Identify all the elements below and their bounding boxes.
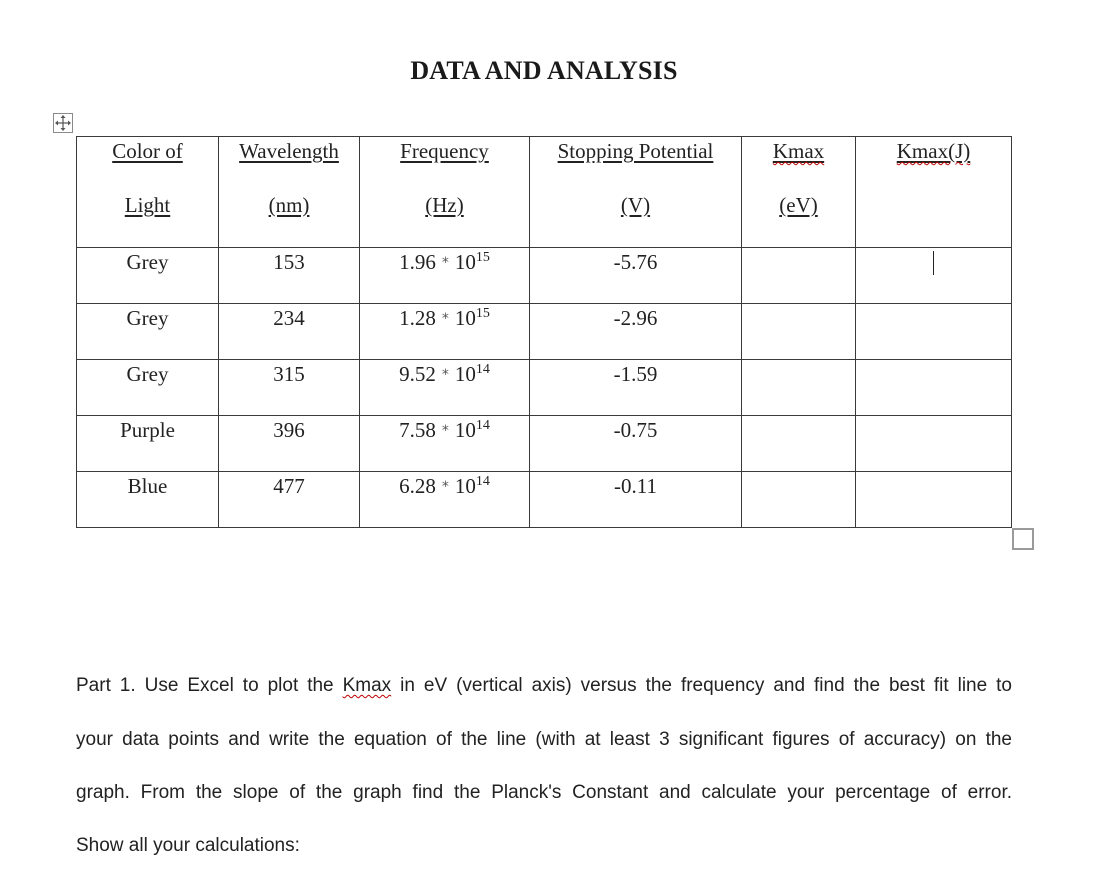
cell-stopping-potential[interactable] xyxy=(530,472,742,528)
cell-wavelength[interactable] xyxy=(219,248,360,304)
frequency-expression xyxy=(360,250,529,275)
cell-kmax-ev[interactable] xyxy=(742,472,856,528)
cell-kmax-ev[interactable] xyxy=(742,248,856,304)
frequency-exponent: 14 xyxy=(475,418,490,433)
resize-square-icon[interactable] xyxy=(1012,528,1034,550)
cell-frequency[interactable] xyxy=(360,416,530,472)
table-row xyxy=(77,416,1012,472)
frequency-base: 10 xyxy=(454,418,476,442)
frequency-base: 10 xyxy=(454,474,476,498)
move-arrows-icon[interactable] xyxy=(53,113,73,133)
cell-text: Grey xyxy=(126,306,169,330)
spellcheck-flag: Kmax xyxy=(342,675,392,696)
frequency-base: 10 xyxy=(454,250,476,274)
cell-wavelength[interactable] xyxy=(219,304,360,360)
cell-kmax-j[interactable] xyxy=(856,360,1012,416)
header-label: Frequency xyxy=(400,139,489,163)
header-cell-color[interactable] xyxy=(77,137,219,248)
frequency-exponent: 14 xyxy=(475,474,490,489)
cell-color[interactable] xyxy=(77,360,219,416)
frequency-expression xyxy=(360,306,529,331)
header-label: Stopping Potential xyxy=(557,139,714,163)
instruction-text: in eV (vertical axis) versus the frequency and find the best fit line to xyxy=(391,675,1012,696)
cell-text: -5.76 xyxy=(613,250,658,274)
page-title: DATA AND ANALYSIS xyxy=(410,56,678,85)
instruction-line xyxy=(76,675,1012,697)
cell-frequency[interactable] xyxy=(360,248,530,304)
cell-frequency[interactable] xyxy=(360,472,530,528)
cell-kmax-j[interactable] xyxy=(856,304,1012,360)
frequency-mantissa: 1.28 xyxy=(399,306,436,330)
cell-text: 153 xyxy=(273,250,305,274)
frequency-base: 10 xyxy=(454,362,476,386)
table-header-row xyxy=(77,137,1012,248)
header-label xyxy=(856,139,1011,164)
cell-kmax-j[interactable] xyxy=(856,472,1012,528)
cell-text: 477 xyxy=(273,474,305,498)
table-row xyxy=(77,360,1012,416)
instruction-line: your data points and write the equation of the line (with at least 3 significant figures of accuracy) on the xyxy=(76,729,1012,750)
times-operator: * xyxy=(441,367,449,383)
cell-color[interactable] xyxy=(77,416,219,472)
header-cell-stopping-potential[interactable] xyxy=(530,137,742,248)
cell-text: 234 xyxy=(273,306,305,330)
frequency-mantissa: 1.96 xyxy=(399,250,436,274)
header-unit: (V) xyxy=(620,193,651,217)
cell-kmax-ev[interactable] xyxy=(742,416,856,472)
cell-stopping-potential[interactable] xyxy=(530,304,742,360)
cell-kmax-j[interactable] xyxy=(856,248,1012,304)
instruction-line: Show all your calculations: xyxy=(76,835,300,856)
frequency-mantissa: 9.52 xyxy=(399,362,436,386)
header-label: Wavelength xyxy=(239,139,339,163)
cell-text: Purple xyxy=(120,418,175,442)
times-operator: * xyxy=(441,423,449,439)
frequency-expression xyxy=(360,418,529,443)
cell-wavelength[interactable] xyxy=(219,360,360,416)
cell-text: Blue xyxy=(127,474,168,498)
cell-frequency[interactable] xyxy=(360,304,530,360)
header-label: Color of xyxy=(112,139,183,163)
cell-wavelength[interactable] xyxy=(219,416,360,472)
table-row xyxy=(77,304,1012,360)
header-cell-kmax-ev[interactable] xyxy=(742,137,856,248)
frequency-exponent: 15 xyxy=(475,306,490,321)
times-operator: * xyxy=(441,255,449,271)
cell-text: 396 xyxy=(273,418,305,442)
cell-color[interactable] xyxy=(77,472,219,528)
frequency-expression xyxy=(360,474,529,499)
header-label xyxy=(742,139,855,164)
frequency-exponent: 15 xyxy=(475,250,490,265)
cell-text: -0.11 xyxy=(614,474,657,498)
header-cell-kmax-j[interactable] xyxy=(856,137,1012,248)
instruction-line: graph. From the slope of the graph find the Planck's Constant and calculate your percentage of error. xyxy=(76,782,1012,803)
table-row xyxy=(77,248,1012,304)
frequency-exponent: 14 xyxy=(475,362,490,377)
frequency-expression xyxy=(360,362,529,387)
frequency-base: 10 xyxy=(454,306,476,330)
header-cell-frequency[interactable] xyxy=(360,137,530,248)
cell-wavelength[interactable] xyxy=(219,472,360,528)
cell-text: -2.96 xyxy=(613,306,658,330)
data-table xyxy=(76,136,1012,528)
cell-text: -0.75 xyxy=(613,418,658,442)
spellcheck-flag: Kmax(J) xyxy=(896,139,971,163)
frequency-mantissa: 6.28 xyxy=(399,474,436,498)
cell-color[interactable] xyxy=(77,248,219,304)
times-operator: * xyxy=(441,311,449,327)
table-row xyxy=(77,472,1012,528)
header-unit: (eV) xyxy=(779,193,818,217)
cell-stopping-potential[interactable] xyxy=(530,360,742,416)
times-operator: * xyxy=(441,479,449,495)
spellcheck-flag: Kmax xyxy=(772,139,825,163)
cell-stopping-potential[interactable] xyxy=(530,248,742,304)
cell-kmax-ev[interactable] xyxy=(742,304,856,360)
cell-text: Grey xyxy=(126,362,169,386)
text-cursor xyxy=(933,251,934,275)
header-unit: (nm) xyxy=(268,193,310,217)
cell-text: 315 xyxy=(273,362,305,386)
cell-kmax-j[interactable] xyxy=(856,416,1012,472)
cell-text: -1.59 xyxy=(613,362,658,386)
cell-frequency[interactable] xyxy=(360,360,530,416)
cell-stopping-potential[interactable] xyxy=(530,416,742,472)
cell-text: Grey xyxy=(126,250,169,274)
cell-kmax-ev[interactable] xyxy=(742,360,856,416)
cell-color[interactable] xyxy=(77,304,219,360)
header-cell-wavelength[interactable] xyxy=(219,137,360,248)
frequency-mantissa: 7.58 xyxy=(399,418,436,442)
header-unit: Light xyxy=(124,193,171,217)
instruction-text: Part 1. Use Excel to plot the xyxy=(76,675,343,696)
header-unit: (Hz) xyxy=(425,193,464,217)
